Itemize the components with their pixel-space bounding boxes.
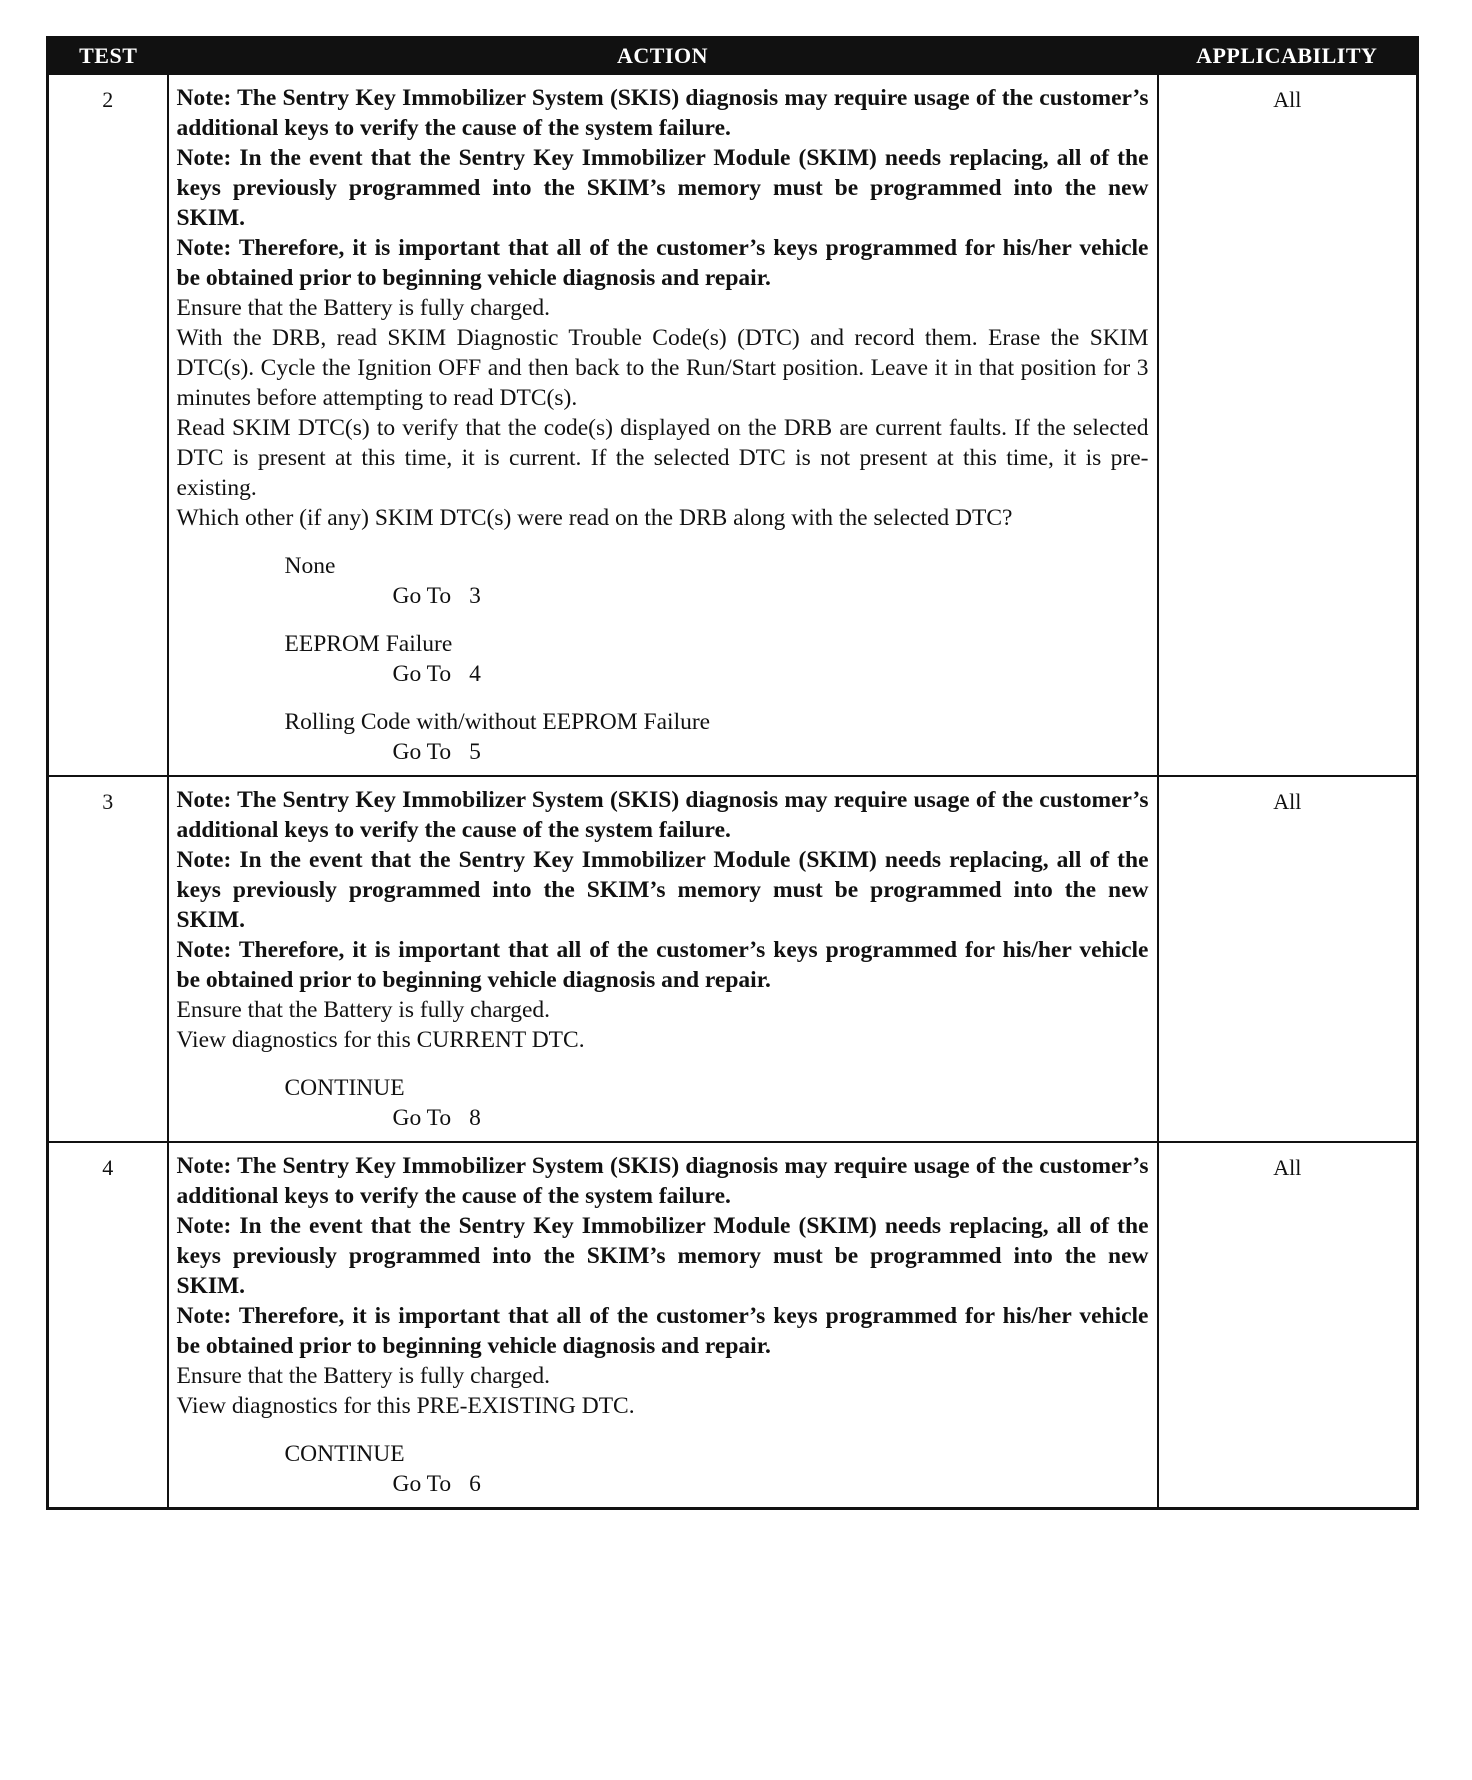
test-number: 4 (48, 1142, 168, 1509)
goto-target: 3 (469, 583, 481, 609)
action-cell (168, 1142, 1158, 1509)
header-action: ACTION (168, 38, 1158, 75)
note-text: Note: Therefore, it is important that all of the customer’s keys programmed for his/her vehicle be obtained prior to beginning vehicle diagnosis and repair. (176, 1303, 1149, 1359)
goto-target: 5 (469, 739, 481, 765)
applicability-value: All (1158, 74, 1418, 776)
goto-link[interactable]: Go To 5 (392, 739, 481, 765)
table-row (48, 1142, 1418, 1509)
step-text: Read SKIM DTC(s) to verify that the code(s) displayed on the DRB are current faults. If the selected DTC is present at this time, it is current. If the selected DTC is not present at this time, it is pre-existing. (176, 415, 1149, 501)
action-cell (168, 74, 1158, 776)
table-row (48, 776, 1418, 1142)
goto-link[interactable]: Go To 6 (392, 1471, 481, 1497)
step-text: Ensure that the Battery is fully charged. (176, 295, 550, 321)
test-number: 2 (48, 74, 168, 776)
answer-options (177, 1439, 1149, 1499)
option-label: CONTINUE (284, 1441, 405, 1467)
answer-option[interactable] (177, 707, 1149, 767)
goto-link[interactable]: Go To 8 (392, 1105, 481, 1131)
note-text: Note: In the event that the Sentry Key Immobilizer Module (SKIM) needs replacing, all of the keys previously programmed into the SKIM’s memory must be programmed into the new SKIM. (176, 1213, 1149, 1299)
option-label: CONTINUE (284, 1075, 405, 1101)
answer-options (177, 1073, 1149, 1133)
note-text: Note: The Sentry Key Immobilizer System (SKIS) diagnosis may require usage of the customer’s additional keys to verify the cause of the system failure. (176, 787, 1149, 843)
note-text: Note: Therefore, it is important that all of the customer’s keys programmed for his/her vehicle be obtained prior to beginning vehicle diagnosis and repair. (176, 235, 1149, 291)
answer-option[interactable] (177, 1073, 1149, 1133)
note-text: Note: Therefore, it is important that all of the customer’s keys programmed for his/her vehicle be obtained prior to beginning vehicle diagnosis and repair. (176, 937, 1149, 993)
step-text: Ensure that the Battery is fully charged. (176, 997, 550, 1023)
answer-options (177, 551, 1149, 767)
option-label: None (284, 553, 336, 579)
goto-target: 4 (469, 661, 481, 687)
option-label: Rolling Code with/without EEPROM Failure (284, 709, 711, 735)
question-text: Which other (if any) SKIM DTC(s) were read on the DRB along with the selected DTC? (176, 505, 1013, 531)
goto-link[interactable]: Go To 4 (392, 661, 481, 687)
table-header-row (48, 38, 1418, 75)
applicability-value: All (1158, 1142, 1418, 1509)
test-number: 3 (48, 776, 168, 1142)
goto-target: 6 (469, 1471, 481, 1497)
answer-option[interactable] (177, 629, 1149, 689)
note-text: Note: In the event that the Sentry Key Immobilizer Module (SKIM) needs replacing, all of the keys previously programmed into the SKIM’s memory must be programmed into the new SKIM. (176, 847, 1149, 933)
note-text: Note: The Sentry Key Immobilizer System (SKIS) diagnosis may require usage of the customer’s additional keys to verify the cause of the system failure. (176, 1153, 1149, 1209)
diagnostic-test-table (46, 36, 1419, 1510)
goto-target: 8 (469, 1105, 481, 1131)
header-test: TEST (48, 38, 168, 75)
answer-option[interactable] (177, 551, 1149, 611)
goto-link[interactable]: Go To 3 (392, 583, 481, 609)
applicability-value: All (1158, 776, 1418, 1142)
header-applicability: APPLICABILITY (1158, 38, 1418, 75)
action-cell (168, 776, 1158, 1142)
table-row (48, 74, 1418, 776)
step-text: View diagnostics for this CURRENT DTC. (176, 1027, 585, 1053)
step-text: With the DRB, read SKIM Diagnostic Trouble Code(s) (DTC) and record them. Erase the SKIM DTC(s). Cycle the Ignition OFF and then back to the Run/Start position. Leave it in that position for 3 minutes before attempting to read DTC(s). (176, 325, 1149, 411)
note-text: Note: The Sentry Key Immobilizer System (SKIS) diagnosis may require usage of the customer’s additional keys to verify the cause of the system failure. (176, 85, 1149, 141)
step-text: Ensure that the Battery is fully charged. (176, 1363, 550, 1389)
step-text: View diagnostics for this PRE-EXISTING DTC. (176, 1393, 635, 1419)
option-label: EEPROM Failure (284, 631, 453, 657)
note-text: Note: In the event that the Sentry Key Immobilizer Module (SKIM) needs replacing, all of the keys previously programmed into the SKIM’s memory must be programmed into the new SKIM. (176, 145, 1149, 231)
answer-option[interactable] (177, 1439, 1149, 1499)
